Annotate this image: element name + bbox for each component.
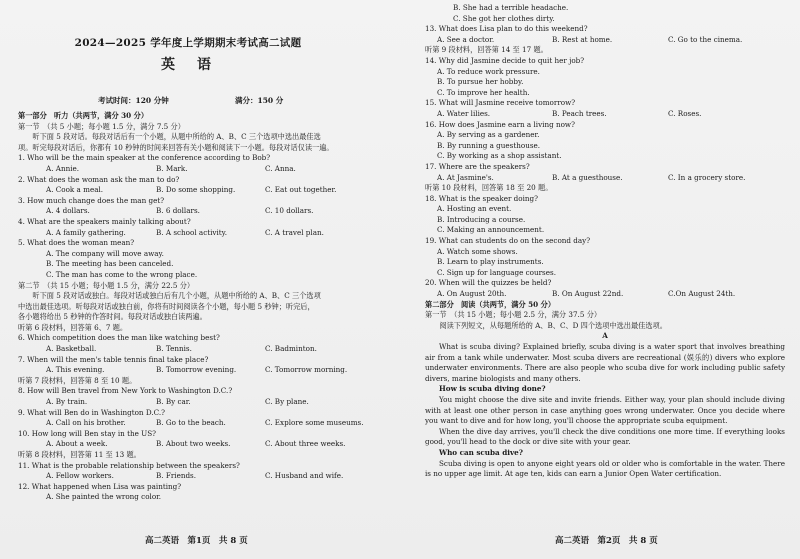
option-b: B. By car. [156,397,191,407]
option-a: A. By train. [46,397,88,407]
question: 9. What will Ben do in Washington D.C.? [18,407,166,417]
options [18,397,380,408]
instruction: 听下面 5 段对话。每段对话后有一个小题，从题中所给的 A、B、C 三个选项中选出最佳选 [18,132,321,142]
option-b: B. The meeting has been canceled. [46,259,174,269]
material-note: 听第 9 段材料，回答第 14 至 17 题。 [425,45,548,55]
option-a: A. Call on his brother. [46,418,126,428]
question: 12. What happened when Lisa was painting? [18,481,182,491]
option-c: C. Sign up for language courses. [437,267,556,277]
part-heading: 第一部分 听力（共两节，满分 30 分） [18,111,149,120]
option-b: B. Go to the beach. [156,418,226,428]
question: 3. How much change does the man get? [18,195,165,205]
option-c: C. Husband and wife. [265,471,344,481]
options [18,471,380,482]
passage-paragraph: When the dive day arrives, you'll check the dive conditions one more time. If everything looks good, you'll head to the dock or dive site with your gear. [425,426,785,447]
option-c: C.On August 24th. [668,289,736,299]
section-heading: 第一节 （共 5 小题；每小题 1.5 分，满分 7.5 分） [18,121,185,131]
option-a: A. Hosting an event. [437,204,512,214]
passage-label: A [602,331,608,341]
option-a: A. This evening. [46,365,105,375]
option-c: C. She got her clothes dirty. [453,13,555,23]
passage-subheading: Who can scuba dive? [439,447,523,457]
question: 2. What does the woman ask the man to do? [18,174,180,184]
option-b: B. Tomorrow evening. [156,365,237,375]
option-a: A. Cook a meal. [46,185,104,195]
option-a: A. Fellow workers. [46,471,114,481]
option-c: C. Making an announcement. [437,225,545,235]
exam-time: 考试时间：120 分钟 [98,96,169,105]
option-b: B. Do some shopping. [156,185,236,195]
option-a: A. To reduce work pressure. [437,66,540,76]
question: 13. What does Lisa plan to do this weekend? [425,24,588,34]
question: 11. What is the probable relationship between the speakers? [18,460,240,470]
option-c: C. Explore some museums. [265,418,364,428]
instruction: 听下面 5 段对话或独白。每段对话或独白后有几个小题，从题中所给的 A、B、C 三个选项 [18,291,321,301]
question: 5. What does the woman mean? [18,238,135,248]
subject-title: 英 语 [161,57,215,73]
options [18,439,380,450]
option-c: C. Eat out together. [265,185,337,195]
right-column [425,0,785,559]
option-b: B. Peach trees. [552,108,607,118]
option-a: A. She painted the wrong color. [46,492,162,502]
option-b: B. She had a terrible headache. [453,3,569,12]
option-a: A. On August 20th. [437,289,507,299]
option-a: A. Annie. [46,163,80,173]
listening-section [18,111,380,503]
material-note: 听第 7 段材料，回答第 8 至 10 题。 [18,375,137,385]
option-b: B. 6 dollars. [156,206,200,216]
listening-continued [425,3,785,480]
passage-paragraph: What is scuba diving? Explained briefly, scuba diving is a water sport that involves breathing air from a tank while underwater. Most scuba divers are recreational (娱乐的) divers who explore underwater environments. There are also people who scuba dive for work including public safety divers, marine biologists and many others. [425,342,785,383]
options [18,228,380,239]
option-b: B. Tennis. [156,344,192,354]
passage-subheading: How is scuba diving done? [439,384,546,394]
question: 4. What are the speakers mainly talking about? [18,216,191,226]
option-b: B. By running a guesthouse. [437,140,541,150]
section-heading: 第二节 （共 15 小题；每小题 1.5 分，满分 22.5 分） [18,280,195,290]
options [425,289,785,300]
instruction: 中选出最佳选项。听每段对话或独白前，你将有时间阅读各个小题，每小题 5 秒钟；听完后， [18,301,315,311]
material-note: 听第 6 段材料，回答第 6、7 题。 [18,322,128,332]
option-a: A. About a week. [46,439,108,449]
exam-title: 2024—2025 学年度上学期期末考试高二试题 [74,37,302,49]
question: 15. What will Jasmine receive tomorrow? [425,98,576,108]
option-c: C. A travel plan. [265,227,324,237]
instruction: 各小题将给出 5 秒钟的作答时间。每段对话或独白读两遍。 [18,312,207,322]
question: 17. Where are the speakers? [425,161,530,171]
passage-paragraph: Scuba diving is open to anyone eight years old or older who is comfortable in the water. There is no upper age limit. At age ten, kids can earn a Junior Open Water certification. [425,458,785,479]
options [18,164,380,175]
option-c: C. Tomorrow morning. [265,365,348,375]
question: 16. How does Jasmine earn a living now? [425,119,575,129]
question: 10. How long will Ben stay in the US? [18,428,156,438]
option-c: C. To improve her health. [437,87,530,97]
question: 18. What is the speaker doing? [425,193,538,203]
option-a: A. See a doctor. [437,34,495,44]
page-footer: 高二英语 第2页 共 8 页 [555,536,658,547]
option-b: B. About two weeks. [156,439,231,449]
options [18,185,380,196]
option-b: B. Mark. [156,163,188,173]
option-c: C. Anna. [265,163,296,173]
option-c: C. Roses. [668,108,702,118]
section-heading: 第一节 （共 15 小题；每小题 2.5 分，满分 37.5 分） [425,310,602,320]
passage-paragraph: You might choose the dive site and invite friends. Either way, your plan should include diving with at least one other person in case anything goes wrong underwater. Once you decide where you want to dive and for how long, you'll choose the appropriate scuba equipment. [425,394,785,426]
option-a: A. Basketball. [46,344,97,354]
option-c: C. Go to the cinema. [668,34,743,44]
option-a: A. By serving as a gardener. [437,130,540,140]
option-a: A. Water lilies. [437,108,491,118]
options [18,418,380,429]
options [18,206,380,217]
option-b: B. To pursue her hobby. [437,77,524,87]
material-note: 听第 10 段材料，回答第 18 至 20 题。 [425,183,553,193]
option-a: A. The company will move away. [46,248,164,258]
option-a: A. At Jasmine's. [437,172,494,182]
option-b: B. Friends. [156,471,197,481]
question: 7. When will the men's table tennis final take place? [18,354,209,364]
option-c: C. About three weeks. [265,439,346,449]
option-c: C. In a grocery store. [668,172,746,182]
options [18,365,380,376]
instruction: 项。听完每段对话后，你都有 10 秒钟的时间来回答有关小题和阅读下一小题。每段对话仅读一遍。 [18,142,334,152]
exam-score: 满分：150 分 [235,96,284,105]
option-b: B. On August 22nd. [552,289,624,299]
option-b: B. At a guesthouse. [552,172,623,182]
option-c: C. Badminton. [265,344,317,354]
material-note: 听第 8 段材料，回答第 11 至 13 题。 [18,450,141,459]
option-b: B. Introducing a course. [437,214,526,224]
question: 6. Which competition does the man like watching best? [18,333,220,343]
option-c: C. 10 dollars. [265,206,314,216]
option-a: A. Watch some shows. [437,246,518,256]
option-c: C. The man has come to the wrong place. [46,269,198,279]
option-b: B. A school activity. [156,227,228,237]
option-b: B. Rest at home. [552,34,613,44]
option-c: C. By working as a shop assistant. [437,151,562,161]
option-c: C. By plane. [265,397,309,407]
question: 1. Who will be the main speaker at the conference according to Bob? [18,153,271,163]
part-heading: 第二部分 阅读（共两节，满分 50 分） [425,299,556,309]
options [425,35,785,46]
options [425,173,785,184]
question: 20. When will the quizzes be held? [425,278,552,288]
option-a: A. A family gathering. [46,227,126,237]
question: 14. Why did Jasmine decide to quit her job? [425,55,585,65]
option-a: A. 4 dollars. [46,206,90,216]
option-b: B. Learn to play instruments. [437,257,544,267]
instruction: 阅读下列短文，从每题所给的 A、B、C、D 四个选项中选出最佳选项。 [425,320,667,330]
options [425,109,785,120]
question: 19. What can students do on the second day? [425,236,591,246]
options [18,344,380,355]
page-footer: 高二英语 第1页 共 8 页 [145,536,248,547]
left-column [18,0,380,559]
question: 8. How will Ben travel from New York to Washington D.C.? [18,386,233,396]
